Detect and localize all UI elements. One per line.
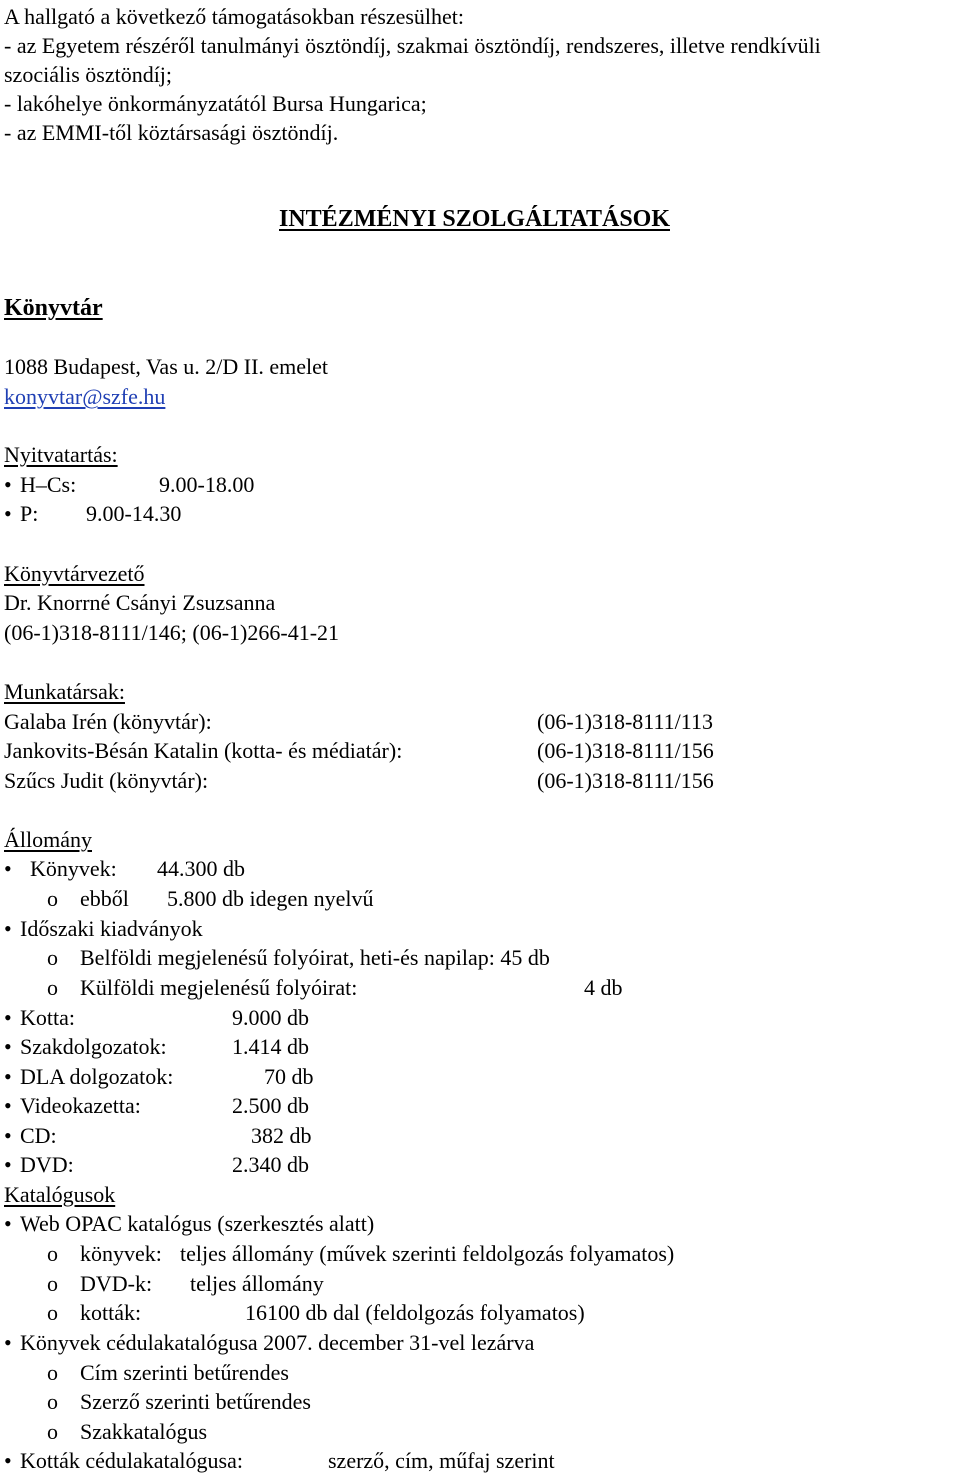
holdings-item-label: CD: xyxy=(20,1123,57,1148)
staff-phone: (06-1)318-8111/156 xyxy=(537,768,714,793)
holdings-item-value: 2.340 db xyxy=(232,1152,309,1177)
library-address: 1088 Budapest, Vas u. 2/D II. emelet xyxy=(4,354,329,379)
holdings-item-value: 1.414 db xyxy=(232,1034,309,1059)
sub-marker: o xyxy=(47,1419,58,1444)
sub-marker: o xyxy=(47,886,58,911)
holdings-item-value: 9.000 db xyxy=(232,1005,309,1030)
hours-day: P: xyxy=(20,501,39,526)
opac-sub-label: könyvek: xyxy=(80,1241,162,1266)
staff-name: Szűcs Judit (könyvtár): xyxy=(4,768,209,793)
holdings-item xyxy=(4,856,117,882)
scores-catalog-value: szerző, cím, műfaj szerint xyxy=(328,1448,555,1473)
card-sub-item: Cím szerinti betűrendes xyxy=(80,1360,289,1385)
hours-item xyxy=(4,472,76,498)
holdings-sub-value: 5.800 db idegen nyelvű xyxy=(167,886,374,911)
opac-sub-value: teljes állomány (művek szerinti feldolgozás folyamatos) xyxy=(180,1241,675,1266)
library-email-link[interactable]: konyvtar@szfe.hu xyxy=(4,384,166,409)
staff-phone: (06-1)318-8111/113 xyxy=(537,709,713,734)
intro-line: - lakóhelye önkormányzatától Bursa Hungarica; xyxy=(4,91,427,116)
catalogs-label: Katalógusok xyxy=(4,1182,116,1207)
intro-line: szociális ösztöndíj; xyxy=(4,62,173,87)
foreign-periodicals-label: Külföldi megjelenésű folyóirat: xyxy=(80,975,358,1000)
staff-phone: (06-1)318-8111/156 xyxy=(537,738,714,763)
director-phone: (06-1)318-8111/146; (06-1)266-41-21 xyxy=(4,620,340,645)
director-name: Dr. Knorrné Csányi Zsuzsanna xyxy=(4,590,276,615)
holdings-item xyxy=(4,1152,74,1178)
opac-sub-value: 16100 db dal (feldolgozás folyamatos) xyxy=(245,1300,585,1325)
foreign-periodicals-value: 4 db xyxy=(584,975,623,1000)
sub-marker: o xyxy=(47,975,58,1000)
holdings-item-value: 382 db xyxy=(251,1123,312,1148)
holdings-sub-label: ebből xyxy=(80,886,129,911)
holdings-label: Állomány xyxy=(4,827,92,852)
holdings-item-value: 2.500 db xyxy=(232,1093,309,1118)
staff-label: Munkatársak: xyxy=(4,679,125,704)
card-sub-item: Szerző szerinti betűrendes xyxy=(80,1389,311,1414)
opac-sub-value: teljes állomány xyxy=(190,1271,324,1296)
holdings-item xyxy=(4,1064,173,1090)
card-catalog-label: Könyvek cédulakatalógusa 2007. december 31-vel lezárva xyxy=(20,1330,535,1355)
holdings-item xyxy=(4,916,203,942)
catalog-item xyxy=(4,1448,243,1474)
holdings-item xyxy=(4,1005,75,1031)
section-title: INTÉZMÉNYI SZOLGÁLTATÁSOK xyxy=(279,206,670,232)
catalog-item xyxy=(4,1211,374,1237)
hours-day: H–Cs: xyxy=(20,472,77,497)
library-heading: Könyvtár xyxy=(4,295,103,321)
opac-label: Web OPAC katalógus (szerkesztés alatt) xyxy=(20,1211,375,1236)
intro-line: A hallgató a következő támogatásokban részesülhet: xyxy=(4,4,465,29)
staff-name: Jankovits-Bésán Katalin (kotta- és médiatár): xyxy=(4,738,403,763)
holdings-item xyxy=(4,1123,57,1149)
holdings-item xyxy=(4,1093,141,1119)
holdings-item-label: Szakdolgozatok: xyxy=(20,1034,167,1059)
sub-marker: o xyxy=(47,945,58,970)
periodicals-label: Időszaki kiadványok xyxy=(20,916,203,941)
holdings-item-label: Kotta: xyxy=(20,1005,75,1030)
hours-time: 9.00-14.30 xyxy=(86,501,182,526)
holdings-item-value: 70 db xyxy=(264,1064,314,1089)
opac-sub-label: DVD-k: xyxy=(80,1271,153,1296)
sub-marker: o xyxy=(47,1241,58,1266)
holdings-item-value: 44.300 db xyxy=(157,856,245,881)
holdings-item-label: DLA dolgozatok: xyxy=(20,1064,174,1089)
sub-marker: o xyxy=(47,1360,58,1385)
sub-marker: o xyxy=(47,1389,58,1414)
opac-sub-label: kották: xyxy=(80,1300,142,1325)
domestic-periodicals: Belföldi megjelenésű folyóirat, heti-és napilap: 45 db xyxy=(80,945,550,970)
director-label: Könyvtárvezető xyxy=(4,561,145,586)
intro-line: - az Egyetem részéről tanulmányi ösztöndíj, szakmai ösztöndíj, rendszeres, illetve rendkívüli xyxy=(4,33,821,58)
holdings-item xyxy=(4,1034,167,1060)
card-sub-item: Szakkatalógus xyxy=(80,1419,208,1444)
holdings-item-label: DVD: xyxy=(20,1152,74,1177)
intro-line: - az EMMI-től köztársasági ösztöndíj. xyxy=(4,120,339,145)
holdings-item-label: Videokazetta: xyxy=(20,1093,141,1118)
hours-item xyxy=(4,501,38,527)
sub-marker: o xyxy=(47,1300,58,1325)
sub-marker: o xyxy=(47,1271,58,1296)
staff-name: Galaba Irén (könyvtár): xyxy=(4,709,212,734)
holdings-item-label: Könyvek: xyxy=(30,856,117,881)
catalog-item xyxy=(4,1330,534,1356)
hours-time: 9.00-18.00 xyxy=(159,472,255,497)
hours-label: Nyitvatartás: xyxy=(4,442,118,467)
scores-catalog-label: Kották cédulakatalógusa: xyxy=(20,1448,243,1473)
